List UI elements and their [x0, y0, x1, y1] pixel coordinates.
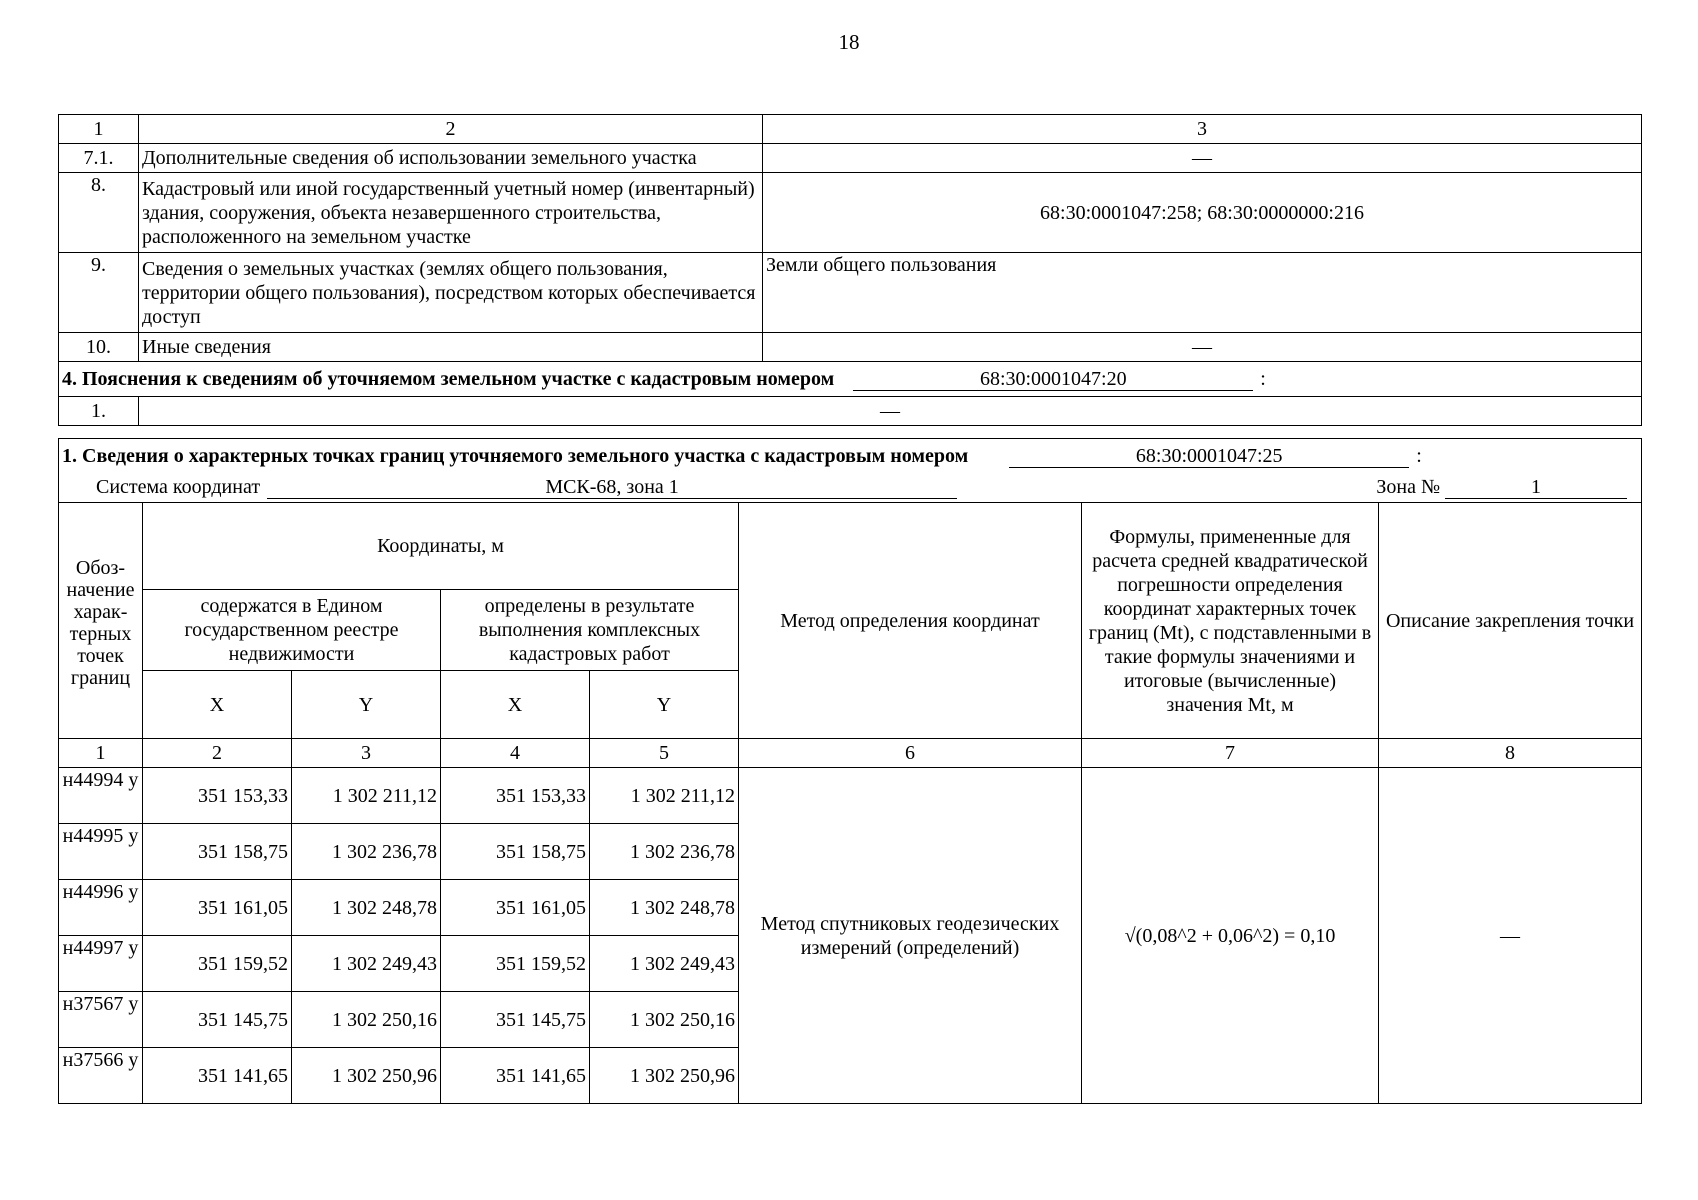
section4-colon: : — [1260, 368, 1266, 390]
x-header: X — [143, 671, 292, 739]
zone-label: Зона № — [1376, 475, 1441, 498]
coord-system-value: МСК-68, зона 1 — [267, 476, 957, 499]
formula-value: √(0,08^2 + 0,06^2) = 0,10 — [1082, 768, 1379, 1104]
method-header: Метод определения координат — [739, 503, 1082, 739]
from-works-header: определены в результате выполнения комплексных кадастровых работ — [441, 590, 739, 671]
row-number: 8. — [59, 173, 139, 253]
boundary-points-table — [58, 438, 1642, 1104]
x-registry: 351 145,75 — [143, 992, 292, 1048]
formulas-header: Формулы, примененные для расчета средней квадратической погрешности определения координат характерных точек границ (Mt), с подставленными в такие формулы значениями и итоговые (вычисленные) значения Mt, м — [1082, 503, 1379, 739]
description-value: — — [1379, 768, 1642, 1104]
zone-value: 1 — [1445, 476, 1627, 499]
points-cadastral-number: 68:30:0001047:25 — [1009, 445, 1409, 468]
y-works: 1 302 211,12 — [590, 768, 739, 824]
x-registry: 351 141,65 — [143, 1048, 292, 1104]
col-number: 2 — [143, 739, 292, 768]
col-number: 4 — [441, 739, 590, 768]
row-value: — — [763, 333, 1642, 362]
col-num-3: 3 — [763, 115, 1642, 144]
coord-system-label: Система координат — [96, 476, 261, 499]
col-number: 6 — [739, 739, 1082, 768]
section4-row — [59, 397, 1642, 426]
table-row — [59, 144, 1642, 173]
points-colon: : — [1416, 444, 1422, 467]
column-numbers-row — [59, 739, 1642, 768]
y-works: 1 302 248,78 — [590, 880, 739, 936]
x-registry: 351 158,75 — [143, 824, 292, 880]
y-works: 1 302 249,43 — [590, 936, 739, 992]
row-number: 1. — [59, 397, 139, 426]
table-row — [59, 173, 1642, 253]
x-works: 351 159,52 — [441, 936, 590, 992]
row-label: Дополнительные сведения об использовании земельного участка — [139, 144, 763, 173]
row-value: 68:30:0001047:258; 68:30:0000000:216 — [763, 173, 1642, 253]
point-name: н44994 у — [59, 768, 143, 824]
page-number: 18 — [838, 30, 860, 54]
points-title-row — [59, 439, 1642, 473]
point-name: н44996 у — [59, 880, 143, 936]
col-number: 7 — [1082, 739, 1379, 768]
x-registry: 351 161,05 — [143, 880, 292, 936]
row-number: 7.1. — [59, 144, 139, 173]
y-header: Y — [590, 671, 739, 739]
y-works: 1 302 236,78 — [590, 824, 739, 880]
x-works: 351 153,33 — [441, 768, 590, 824]
x-works: 351 141,65 — [441, 1048, 590, 1104]
section4-title-row — [59, 362, 1642, 397]
col-num-2: 2 — [139, 115, 763, 144]
row-label: Сведения о земельных участках (землях общего пользования, территории общего пользования), посредством которых обеспечивается доступ — [139, 253, 763, 333]
col-number: 1 — [59, 739, 143, 768]
table-row — [59, 768, 1642, 824]
y-registry: 1 302 211,12 — [292, 768, 441, 824]
x-works: 351 161,05 — [441, 880, 590, 936]
x-works: 351 145,75 — [441, 992, 590, 1048]
method-value: Метод спутниковых геодезических измерений (определений) — [739, 768, 1082, 1104]
y-works: 1 302 250,16 — [590, 992, 739, 1048]
row-label: Иные сведения — [139, 333, 763, 362]
col-num-1: 1 — [59, 115, 139, 144]
table-row — [59, 253, 1642, 333]
y-registry: 1 302 249,43 — [292, 936, 441, 992]
row-value: — — [139, 397, 1642, 426]
row-value: — — [763, 144, 1642, 173]
row-number: 9. — [59, 253, 139, 333]
section3-table — [58, 114, 1642, 426]
col-number: 3 — [292, 739, 441, 768]
coordinates-header: Координаты, м — [143, 503, 739, 590]
section4-cadastral-number: 68:30:0001047:20 — [853, 368, 1253, 391]
x-works: 351 158,75 — [441, 824, 590, 880]
points-section-title: 1. Сведения о характерных точках границ уточняемого земельного участка с кадастровым номером — [62, 444, 969, 467]
y-registry: 1 302 236,78 — [292, 824, 441, 880]
y-registry: 1 302 248,78 — [292, 880, 441, 936]
col-number: 5 — [590, 739, 739, 768]
section4-title: 4. Пояснения к сведениям об уточняемом земельном участке с кадастровым номером — [62, 368, 835, 390]
row-label: Кадастровый или иной государственный учетный номер (инвентарный) здания, сооружения, объекта незавершенного строительства, расположенного на земельном участке — [139, 173, 763, 253]
y-registry: 1 302 250,16 — [292, 992, 441, 1048]
col-number: 8 — [1379, 739, 1642, 768]
table-row — [59, 333, 1642, 362]
x-registry: 351 153,33 — [143, 768, 292, 824]
point-name: н44997 у — [59, 936, 143, 992]
point-name: н44995 у — [59, 824, 143, 880]
header-row — [59, 115, 1642, 144]
row-number: 10. — [59, 333, 139, 362]
description-header: Описание закрепления точки — [1379, 503, 1642, 739]
y-works: 1 302 250,96 — [590, 1048, 739, 1104]
row-value: Земли общего пользования — [763, 253, 1642, 333]
y-registry: 1 302 250,96 — [292, 1048, 441, 1104]
point-name: н37567 у — [59, 992, 143, 1048]
coord-system-row — [59, 473, 1642, 503]
y-header: Y — [292, 671, 441, 739]
point-designation-header: Обоз-начение харак-терных точек границ — [59, 503, 143, 739]
in-registry-header: содержатся в Едином государственном реестре недвижимости — [143, 590, 441, 671]
point-name: н37566 у — [59, 1048, 143, 1104]
x-header: X — [441, 671, 590, 739]
x-registry: 351 159,52 — [143, 936, 292, 992]
